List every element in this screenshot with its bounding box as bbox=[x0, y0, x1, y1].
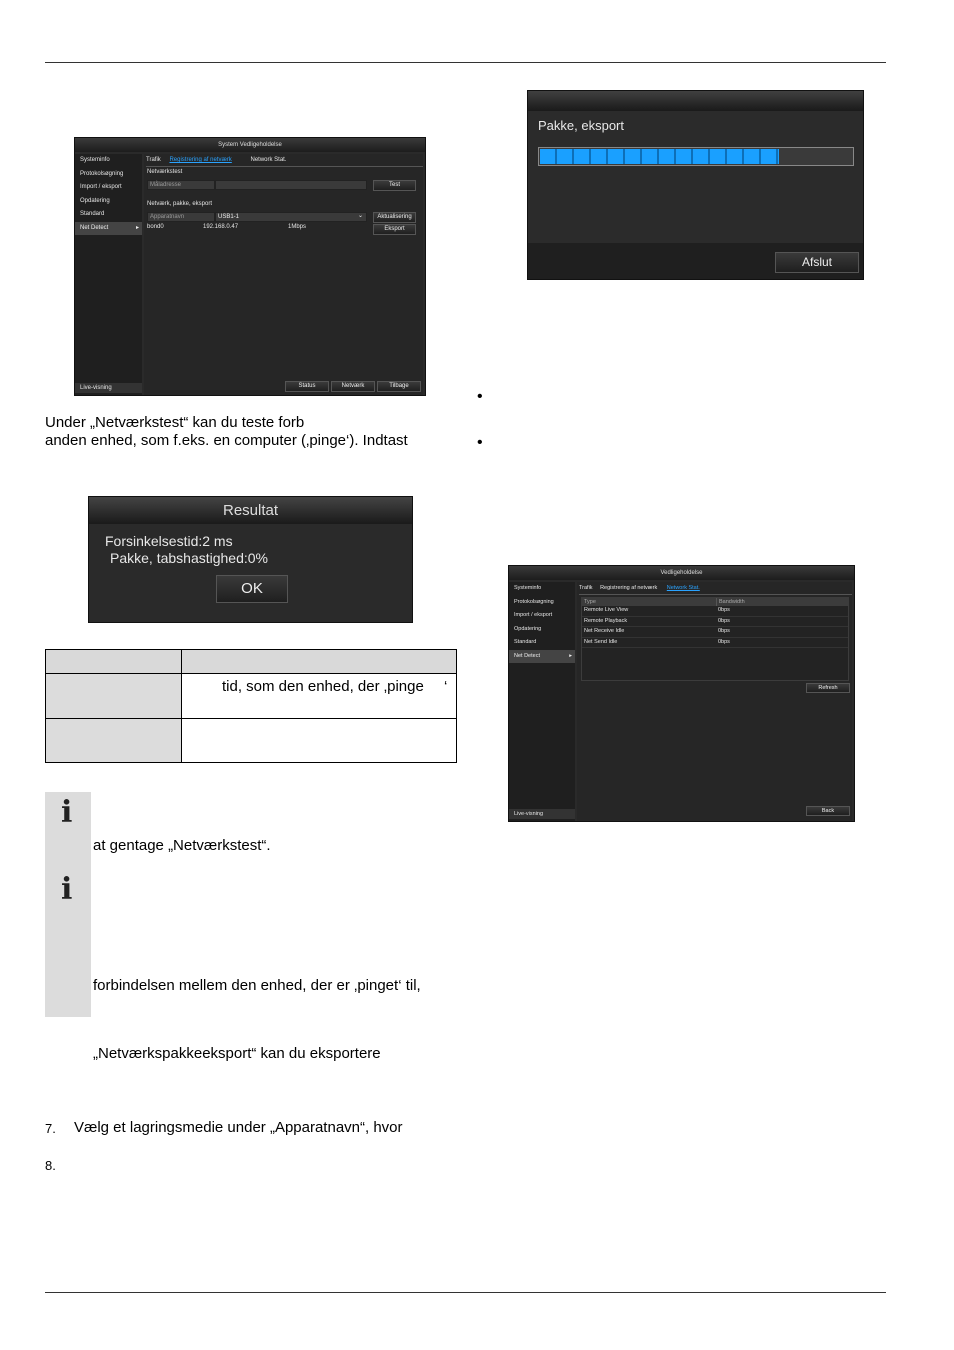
back-button[interactable]: Tilbage bbox=[377, 381, 421, 392]
result-latency: Forsinkelsestid:2 ms bbox=[105, 533, 233, 549]
bullet-icon: • bbox=[477, 434, 483, 451]
screen-title: Vedligeholdelse bbox=[509, 566, 854, 580]
result-table bbox=[45, 649, 457, 763]
back-button[interactable]: Back bbox=[806, 806, 850, 816]
tab-trafik[interactable]: Trafik bbox=[579, 585, 593, 591]
sidebar-item-label: Net Detect bbox=[80, 224, 109, 231]
refresh-button[interactable]: Aktualisering bbox=[373, 212, 416, 223]
header-bandwidth: Bandwidth bbox=[716, 598, 745, 606]
device-select[interactable] bbox=[215, 212, 367, 222]
step-number: 7. bbox=[45, 1121, 56, 1136]
progress-label: Pakke, eksport bbox=[538, 118, 624, 133]
table-header bbox=[582, 598, 848, 606]
export-button[interactable]: Eksport bbox=[373, 224, 416, 235]
sidebar-item-net-detect[interactable] bbox=[75, 222, 142, 236]
bandwidth-table bbox=[581, 597, 849, 681]
table-row bbox=[46, 674, 457, 719]
tab-registrering[interactable]: Registrering af netværk bbox=[169, 157, 232, 163]
sidebar-item-import-eksport[interactable]: Import / eksport bbox=[80, 184, 122, 190]
row-bandwidth: 0bps bbox=[718, 607, 730, 613]
header-type: Type bbox=[584, 599, 596, 605]
destination-input-extension[interactable] bbox=[215, 180, 367, 190]
sidebar-item-protokolsogning[interactable]: Protokolsøgning bbox=[514, 598, 554, 605]
sidebar-item-label: Net Detect bbox=[514, 652, 540, 659]
table-header-cell bbox=[46, 650, 182, 674]
export-progress-dialog bbox=[527, 90, 864, 280]
sidebar-item-protokolsogning[interactable]: Protokolsøgning bbox=[80, 170, 124, 177]
table-value-cell bbox=[182, 719, 457, 763]
dialog-title-bar bbox=[528, 91, 863, 111]
result-title: Resultat bbox=[89, 497, 412, 524]
info-text: forbindelsen mellem den enhed, der er ‚pinget‘ til, bbox=[93, 977, 421, 994]
ok-button[interactable]: OK bbox=[216, 575, 288, 603]
row-type: Net Receive Idle bbox=[584, 628, 625, 634]
table-cell-text: tid, som den enhed, der ‚pinge bbox=[222, 678, 424, 695]
sidebar-item-import-eksport[interactable]: Import / eksport bbox=[514, 612, 553, 618]
info-icon: i bbox=[61, 795, 73, 830]
row-type: Remote Live View bbox=[584, 607, 629, 613]
table-row bbox=[582, 627, 848, 638]
row-type: Net Send Idle bbox=[584, 638, 618, 645]
network-button[interactable]: Netværk bbox=[331, 381, 375, 392]
tab-bar bbox=[146, 157, 423, 167]
table-value-cell bbox=[182, 674, 457, 719]
table-row[interactable] bbox=[147, 224, 367, 233]
table-row bbox=[46, 650, 457, 674]
tab-network-stat[interactable]: Network Stat. bbox=[250, 157, 287, 163]
sidebar-item-net-detect[interactable] bbox=[509, 650, 575, 664]
row-bandwidth: 0bps bbox=[718, 617, 730, 624]
section-title-netvaerkstest: Netværkstest bbox=[147, 169, 183, 175]
info-icon: i bbox=[61, 872, 73, 907]
sidebar-item-opdatering[interactable]: Opdatering bbox=[514, 625, 542, 632]
close-button[interactable]: Afslut bbox=[775, 252, 859, 273]
header-rule bbox=[45, 62, 886, 63]
tab-bar bbox=[579, 585, 852, 595]
tab-registrering[interactable]: Registrering af netværk bbox=[600, 585, 658, 591]
sidebar bbox=[509, 582, 575, 821]
test-button[interactable]: Test bbox=[373, 180, 416, 191]
table-row bbox=[582, 638, 848, 649]
sidebar-item-standard[interactable]: Standard bbox=[80, 211, 105, 217]
screen-title: System Vedligeholdelse bbox=[75, 138, 425, 152]
sidebar bbox=[75, 154, 142, 395]
sidebar-item-systeminfo[interactable]: Systeminfo bbox=[80, 157, 110, 163]
paragraph-line: Under „Netværkstest“ kan du teste forb bbox=[45, 414, 305, 431]
chevron-right-icon: ▸ bbox=[569, 652, 572, 659]
row-interface: bond0 bbox=[147, 224, 164, 230]
main-panel bbox=[144, 154, 423, 395]
destination-input[interactable]: Måladresse bbox=[147, 180, 215, 190]
row-bandwidth: 0bps bbox=[718, 638, 730, 645]
chevron-down-icon: ⌄ bbox=[357, 213, 363, 219]
result-loss: Pakke, tabshastighed:0% bbox=[110, 550, 268, 566]
row-type: Remote Playback bbox=[584, 617, 628, 624]
row-bandwidth: 0bps bbox=[718, 628, 730, 634]
table-label-cell bbox=[46, 674, 182, 719]
device-select-value: USB1-1 bbox=[218, 214, 240, 220]
sidebar-item-systeminfo[interactable]: Systeminfo bbox=[514, 585, 542, 591]
table-cell-mark: ‘ bbox=[444, 678, 448, 695]
table-label-cell bbox=[46, 719, 182, 763]
footer-rule bbox=[45, 1292, 886, 1293]
table-row bbox=[46, 719, 457, 763]
table-header-cell bbox=[182, 650, 457, 674]
sidebar-item-opdatering[interactable]: Opdatering bbox=[80, 197, 110, 204]
step-number: 8. bbox=[45, 1158, 56, 1173]
device-name-label: Apparatnavn bbox=[147, 212, 215, 222]
table-row bbox=[582, 606, 848, 617]
paragraph-line: „Netværkspakkeeksport“ kan du eksportere bbox=[93, 1045, 381, 1062]
row-ip: 192.168.0.47 bbox=[203, 224, 239, 230]
step-text: Vælg et lagringsmedie under „Apparatnavn“, hvor bbox=[74, 1119, 403, 1136]
main-panel bbox=[577, 582, 852, 821]
maintenance-screenshot bbox=[74, 137, 426, 396]
paragraph-line: anden enhed, som f.eks. en computer (‚pinge‘). Indtast bbox=[45, 432, 408, 449]
bullet-icon: • bbox=[477, 388, 483, 405]
progress-fill bbox=[540, 149, 779, 164]
info-text: at gentage „Netværkstest“. bbox=[93, 837, 271, 854]
tab-network-stat[interactable]: Network Stat. bbox=[666, 585, 700, 591]
result-dialog bbox=[88, 496, 413, 623]
row-speed: 1Mbps bbox=[288, 224, 307, 230]
sidebar-item-live-visning[interactable]: Live-visning bbox=[509, 809, 575, 819]
refresh-button[interactable]: Refresh bbox=[806, 683, 850, 693]
sidebar-item-standard[interactable]: Standard bbox=[514, 639, 537, 645]
table-row bbox=[582, 617, 848, 628]
sidebar-item-live-visning[interactable]: Live-visning bbox=[75, 383, 142, 393]
chevron-right-icon: ▸ bbox=[135, 224, 139, 231]
network-stat-screenshot bbox=[508, 565, 855, 822]
section-title-export: Netværk, pakke, eksport bbox=[147, 201, 213, 207]
status-button[interactable]: Status bbox=[285, 381, 329, 392]
tab-trafik[interactable]: Trafik bbox=[146, 157, 161, 163]
progress-bar bbox=[538, 147, 854, 166]
